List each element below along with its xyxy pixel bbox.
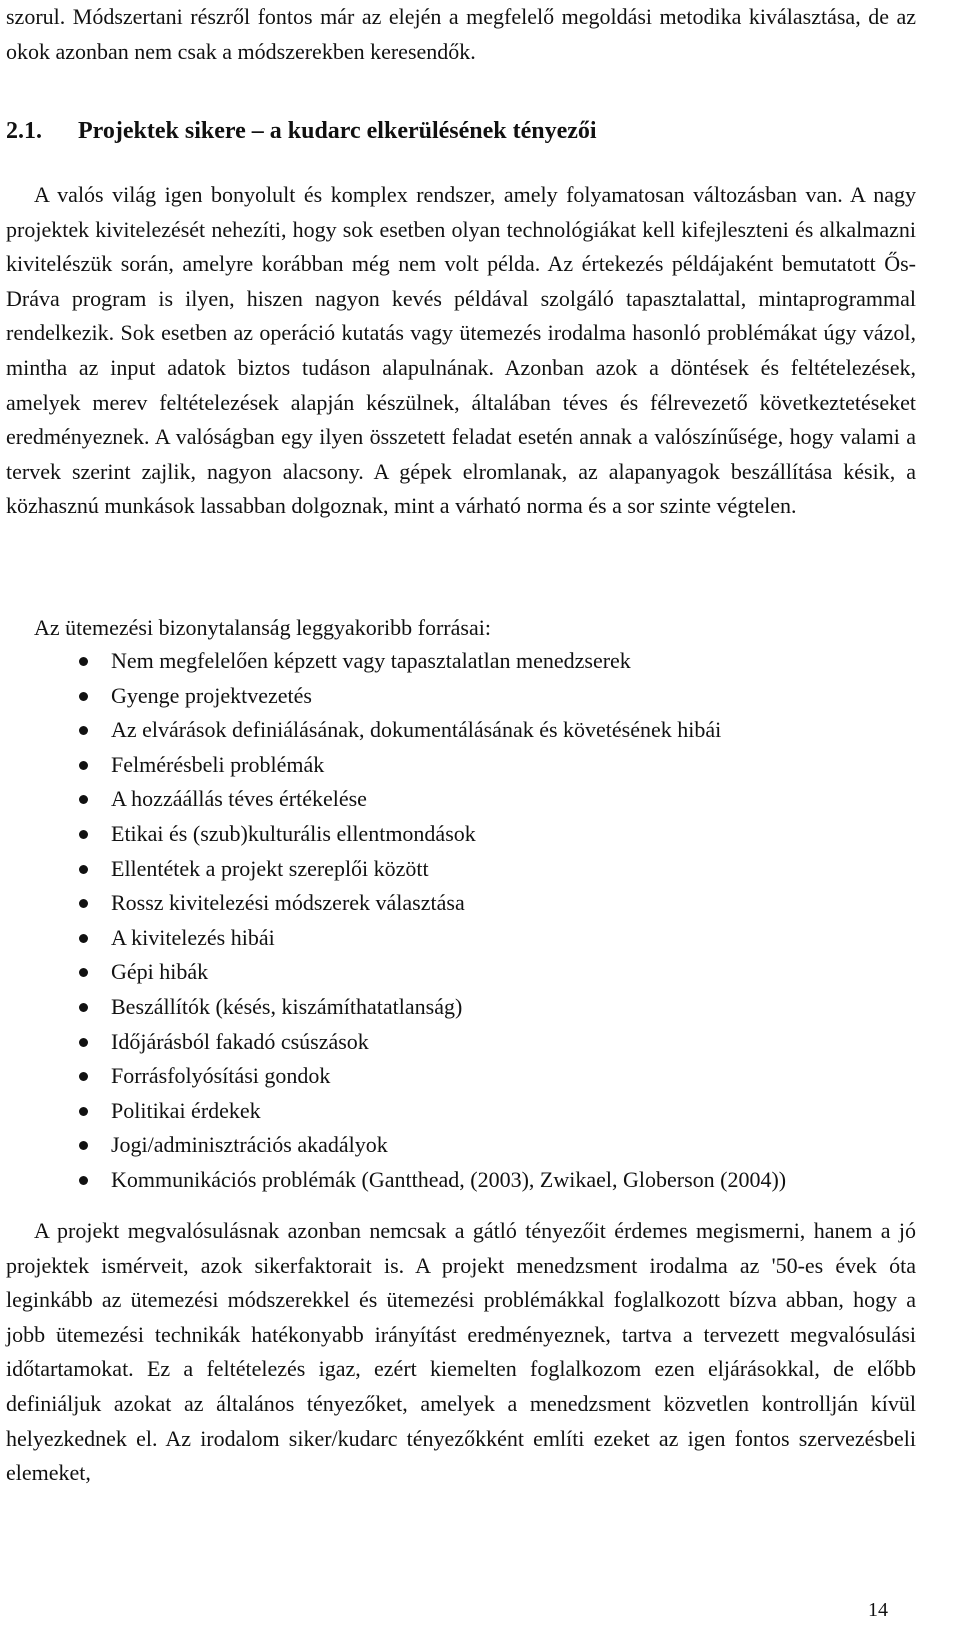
list-item — [6, 1025, 916, 1060]
bullet-icon — [79, 865, 88, 874]
list-item — [6, 644, 916, 679]
bullet-icon — [79, 726, 88, 735]
section-heading — [6, 113, 916, 149]
list-item-text: Kommunikációs problémák (Gantthead, (2003), Zwikael, Globerson (2004)) — [111, 1166, 787, 1192]
list-item-text: A hozzáállás téves értékelése — [111, 786, 367, 812]
list-item-text: A kivitelezés hibái — [111, 924, 275, 950]
list-item-text: Politikai érdekek — [111, 1097, 261, 1123]
bullet-icon — [79, 1003, 88, 1012]
list-item-text: Jogi/adminisztrációs akadályok — [111, 1132, 388, 1158]
list-item — [6, 748, 916, 783]
body-paragraph-uncertainty: A valós világ igen bonyolult és komplex rendszer, amely folyamatosan változásban van. A nagy projektek kivitelezését nehezíti, hogy sok esetben olyan technológiákat kell kifejleszteni és alkalmazni kivitelészük során, amelyre korábban még nem volt példa. Az értekezés példájaként bemutatott Ős-Dráva program is ilyen, hiszen nagyon kevés példával szolgáló tapasztalattal, mintaprogrammal rendelkezik. Sok esetben az operáció kutatás vagy ütemezés irodalma hasonló problémákat úgy vázol, mintha az input adatok biztos tudáson alapulnának. Azonban azok a döntések és feltételezések, amelyek merev feltételezések alapján készülnek, általában téves és félrevezető következtetéseket eredményeznek. A valóságban egy ilyen összetett feladat esetén annak a valószínűsége, hogy valami a tervek szerint zajlik, nagyon alacsony. A gépek elromlanak, az alapanyagok beszállítása késik, a közhasznú munkások lassabban dolgoznak, mint a várható norma és a sor szinte végtelen. — [6, 182, 916, 519]
list-item — [6, 679, 916, 714]
page-number: 14 — [868, 1599, 888, 1621]
list-item-text: Forrásfolyósítási gondok — [111, 1063, 331, 1089]
list-item — [6, 782, 916, 817]
uncertainty-sources-list — [6, 644, 916, 1198]
list-item — [6, 886, 916, 921]
list-item-text: Felmérésbeli problémák — [111, 751, 325, 777]
bullet-icon — [79, 968, 88, 977]
list-item-text: Gépi hibák — [111, 959, 209, 985]
list-item — [6, 713, 916, 748]
section-title: Projektek sikere – a kudarc elkerülésének tényezői — [78, 118, 597, 144]
bullet-icon — [79, 830, 88, 839]
bullet-icon — [79, 899, 88, 908]
continuation-paragraph: szorul. Módszertani részről fontos már az elején a megfelelő megoldási metodika kiválasztása, de az okok azonban nem csak a módszerekben keresendők. — [6, 4, 916, 64]
list-item — [6, 1059, 916, 1094]
list-item — [6, 1094, 916, 1129]
bullet-icon — [79, 692, 88, 701]
section-number: 2.1. — [6, 118, 42, 144]
list-item — [6, 955, 916, 990]
bullet-icon — [79, 1176, 88, 1185]
bullet-icon — [79, 657, 88, 666]
list-item-text: Ellentétek a projekt szereplői között — [111, 855, 429, 881]
list-item — [6, 1128, 916, 1163]
list-item-text: Beszállítók (késés, kiszámíthatatlanság) — [111, 993, 463, 1019]
bullet-icon — [79, 1107, 88, 1116]
list-item — [6, 852, 916, 887]
list-item-text: Etikai és (szub)kulturális ellentmondások — [111, 820, 476, 846]
bullet-icon — [79, 934, 88, 943]
bullet-icon — [79, 1072, 88, 1081]
bullet-icon — [79, 795, 88, 804]
bullet-icon — [79, 761, 88, 770]
list-item — [6, 990, 916, 1025]
list-item — [6, 817, 916, 852]
body-paragraph-success-factors: A projekt megvalósulásnak azonban nemcsak a gátló tényezőit érdemes megismerni, hanem a jó projektek ismérveit, azok sikerfaktorait is. A projekt menedzsment irodalma az '50-es évek óta leginkább az ütemezési módszerekkel és ütemezési problémákkal foglalkozott bízva abban, hogy a jobb ütemezési technikák hatékonyabb irányítást eredményeznek, tartva a tervezett megvalósulási időtartamokat. Ez a feltételezés igaz, ezért kiemelten foglalkozom ezen eljárásokkal, de előbb definiáljuk azokat az általános tényezőket, amelyek a menedzsment közvetlen kontrollján kívül helyezkednek el. Az irodalom siker/kudarc tényezőkként említi ezeket az igen fontos szervezésbeli elemeket, — [6, 1218, 916, 1486]
bullet-icon — [79, 1038, 88, 1047]
list-item — [6, 1163, 916, 1198]
list-item — [6, 921, 916, 956]
list-item-text: Az elvárások definiálásának, dokumentálásának és követésének hibái — [111, 717, 722, 743]
list-item-text: Rossz kivitelezési módszerek választása — [111, 890, 465, 916]
list-item-text: Gyenge projektvezetés — [111, 682, 312, 708]
list-item-text: Időjárásból fakadó csúszások — [111, 1028, 369, 1054]
list-item-text: Nem megfelelően képzett vagy tapasztalatlan menedzserek — [111, 648, 631, 673]
bullet-icon — [79, 1141, 88, 1150]
list-intro: Az ütemezési bizonytalanság leggyakoribb forrásai: — [34, 615, 491, 640]
